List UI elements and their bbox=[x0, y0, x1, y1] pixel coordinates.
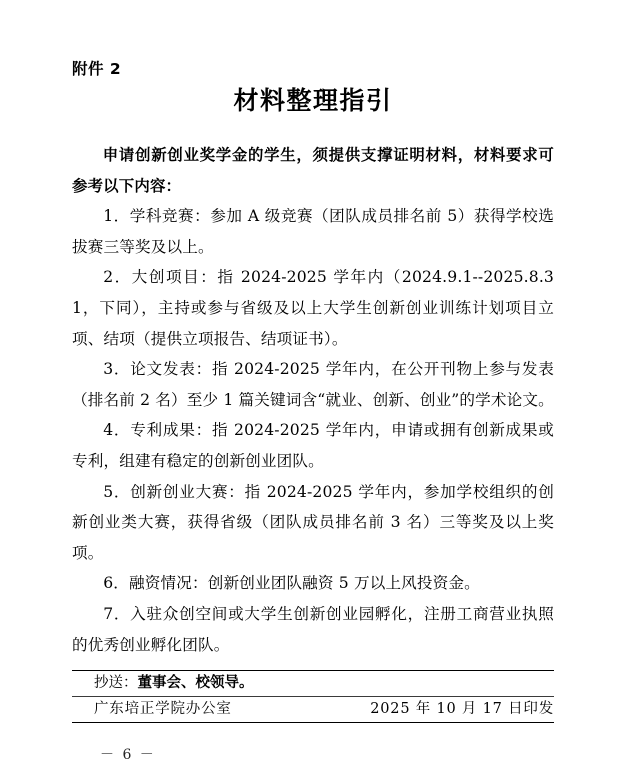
intro-paragraph: 申请创新创业奖学金的学生，须提供支撑证明材料，材料要求可参考以下内容： bbox=[72, 146, 554, 195]
document-footer bbox=[72, 670, 554, 723]
list-item: 7．入驻众创空间或大学生创新创业园孵化，注册工商营业执照的优秀创业孵化团队。 bbox=[72, 604, 554, 654]
list-item: 3．论文发表：指 2024-2025 学年内，在公开刊物上参与发表（排名前 2 名）至少 1 篇关键词含“就业、创新、创业”的学术论文。 bbox=[72, 360, 554, 409]
document-body bbox=[72, 140, 554, 660]
attachment-label: 附件 2 bbox=[72, 60, 122, 78]
cc-value: 董事会、校领导。 bbox=[137, 675, 254, 691]
footer-cc-row bbox=[72, 671, 554, 696]
page-number: － 6 － bbox=[100, 747, 156, 763]
list-item: 1．学科竞赛：参加 A 级竞赛（团队成员排名前 5）获得学校选拔赛三等奖及以上。 bbox=[72, 207, 554, 256]
issuing-office: 广东培正学院办公室 bbox=[94, 701, 232, 717]
issue-date: 2025 年 10 月 17 日印发 bbox=[370, 701, 554, 717]
list-item: 6．融资情况：创新创业团队融资 5 万以上风投资金。 bbox=[103, 574, 480, 593]
list-item: 5．创新创业大赛：指 2024-2025 学年内，参加学校组织的创新创业类大赛，获得省级（团队成员排名前 3 名）三等奖及以上奖项。 bbox=[72, 482, 554, 562]
footer-issuer-row bbox=[72, 697, 554, 722]
list-item: 2．大创项目：指 2024-2025 学年内（2024.9.1--2025.8.31，下同），主持或参与省级及以上大学生创新创业训练计划项目立项、结项（提供立项报告、结项证书）。 bbox=[72, 268, 554, 348]
footer-rule-bottom bbox=[72, 722, 554, 723]
page-title: 材料整理指引 bbox=[233, 86, 393, 115]
cc-label: 抄送： bbox=[94, 675, 138, 691]
list-item: 4．专利成果：指 2024-2025 学年内，申请或拥有创新成果或专利，组建有稳定的创新创业团队。 bbox=[72, 421, 554, 470]
